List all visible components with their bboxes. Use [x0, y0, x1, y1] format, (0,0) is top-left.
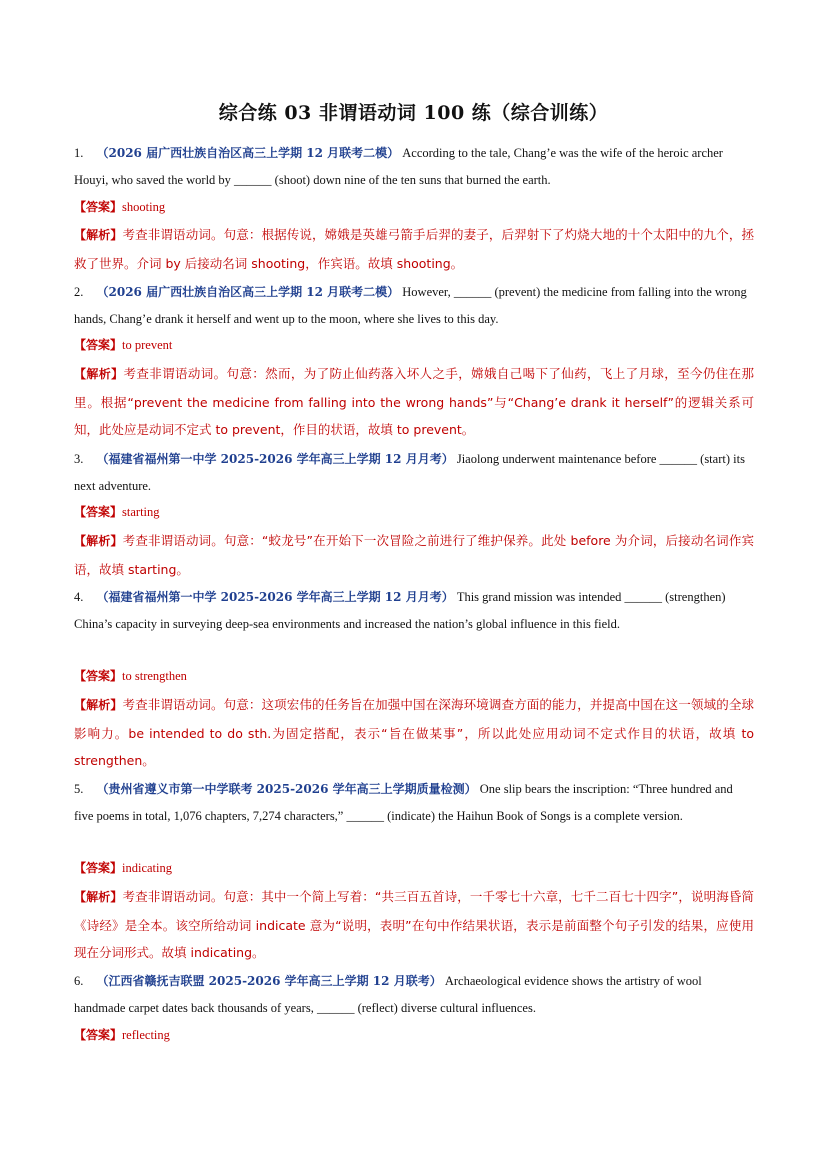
analysis-4	[74, 691, 754, 775]
answer-tag: 【答案】	[74, 200, 123, 214]
question-text: One slip bears the inscription: “Three hundred and five poems in total, 1,076 chapters, 7,274 characters,” ______ (indicate) the Haihun Book of Songs is a complete version.	[74, 782, 733, 823]
question-source: （福建省福州第一中学 2025-2026 学年高三上学期 12 月月考）	[96, 590, 454, 604]
analysis-text: 考查非谓语动词。句意：“蛟龙号”在开始下一次冒险之前进行了维护保养。此处 before 为介词，后接动名词作宾语，故填 starting。	[74, 533, 754, 577]
question-source: （2026 届广西壮族自治区高三上学期 12 月联考二模）	[96, 285, 400, 299]
question-4	[74, 584, 754, 638]
question-text: Jiaolong underwent maintenance before ______ (start) its next adventure.	[74, 452, 745, 493]
question-3	[74, 446, 754, 500]
analysis-3	[74, 527, 754, 583]
answer-text: to strengthen	[122, 669, 187, 683]
question-2	[74, 279, 754, 333]
answer-text: starting	[122, 505, 160, 519]
analysis-tag: 【解析】	[74, 698, 123, 712]
answer-tag: 【答案】	[74, 669, 123, 683]
analysis-tag: 【解析】	[74, 890, 123, 904]
question-number: 1.	[74, 146, 84, 160]
question-source: （2026 届广西壮族自治区高三上学期 12 月联考二模）	[96, 146, 400, 160]
question-number: 5.	[74, 782, 84, 796]
question-text: However, ______ (prevent) the medicine from falling into the wrong hands, Chang’e drank it herself and went up to the moon, where she lives to this day.	[74, 285, 747, 326]
analysis-tag: 【解析】	[74, 228, 123, 242]
analysis-5	[74, 883, 754, 967]
answer-4	[74, 663, 754, 690]
analysis-text: 考查非谓语动词。句意：其中一个简上写着：“共三百五首诗，一千零七十六章，七千二百七十四字”，说明海昏简《诗经》是全本。该空所给动词 indicate 意为“说明，表明”在句中作结果状语，表示是前面整个句子引发的结果，应使用现在分词形式。故填 indicating。	[74, 889, 754, 960]
analysis-1	[74, 221, 754, 277]
page-title: 综合练 03 非谓语动词 100 练（综合训练）	[218, 102, 609, 124]
question-text: Archaeological evidence shows the artistry of wool handmade carpet dates back thousands of years, ______ (reflect) diverse cultural influences.	[74, 974, 702, 1015]
question-source: （江西省赣抚吉联盟 2025-2026 学年高三上学期 12 月联考）	[96, 974, 442, 988]
answer-text: shooting	[122, 200, 166, 214]
question-6	[74, 968, 754, 1022]
answer-tag: 【答案】	[74, 338, 123, 352]
answer-5	[74, 855, 754, 882]
analysis-text: 考查非谓语动词。句意：根据传说，嫦娥是英雄弓箭手后羿的妻子，后羿射下了灼烧大地的十个太阳中的九个，拯救了世界。介词 by 后接动名词 shooting，作宾语。故填 shooting。	[74, 227, 754, 271]
analysis-text: 考查非谓语动词。句意：然而，为了防止仙药落入坏人之手，嫦娥自己喝下了仙药，飞上了月球，至今仍住在那里。根据“prevent the medicine from falling into the wrong hands”与“Chang’e drank it herself”的逻辑关系可知，此处应是动词不定式 to prevent，作目的状语，故填 to prevent。	[74, 366, 754, 437]
answer-1	[74, 194, 754, 221]
answer-6	[74, 1022, 754, 1049]
answer-2	[74, 332, 754, 359]
question-number: 6.	[74, 974, 84, 988]
question-number: 2.	[74, 285, 84, 299]
question-5	[74, 776, 754, 830]
answer-text: indicating	[122, 861, 173, 875]
analysis-tag: 【解析】	[74, 367, 124, 381]
answer-tag: 【答案】	[74, 1028, 123, 1042]
question-number: 3.	[74, 452, 84, 466]
analysis-tag: 【解析】	[74, 534, 123, 548]
analysis-text: 考查非谓语动词。句意：这项宏伟的任务旨在加强中国在深海环境调查方面的能力，并提高中国在这一领域的全球影响力。be intended to do sth.为固定搭配，表示“旨在做某事”，所以此处应用动词不定式作目的状语，故填 to strengthen。	[74, 697, 754, 768]
question-1	[74, 140, 754, 194]
answer-text: reflecting	[122, 1028, 170, 1042]
question-number: 4.	[74, 590, 84, 604]
question-source: （贵州省遵义市第一中学联考 2025-2026 学年高三上学期质量检测）	[96, 782, 477, 796]
question-source: （福建省福州第一中学 2025-2026 学年高三上学期 12 月月考）	[96, 452, 454, 466]
question-text: This grand mission was intended ______ (strengthen) China’s capacity in surveying deep-sea environments and increased the nation’s global influence in this field.	[74, 590, 726, 631]
answer-tag: 【答案】	[74, 861, 123, 875]
answer-tag: 【答案】	[74, 505, 123, 519]
answer-text: to prevent	[122, 338, 173, 352]
question-text: According to the tale, Chang’e was the wife of the heroic archer Houyi, who saved the world by ______ (shoot) down nine of the ten suns that burned the earth.	[74, 146, 723, 187]
analysis-2	[74, 360, 754, 444]
answer-3	[74, 499, 754, 526]
